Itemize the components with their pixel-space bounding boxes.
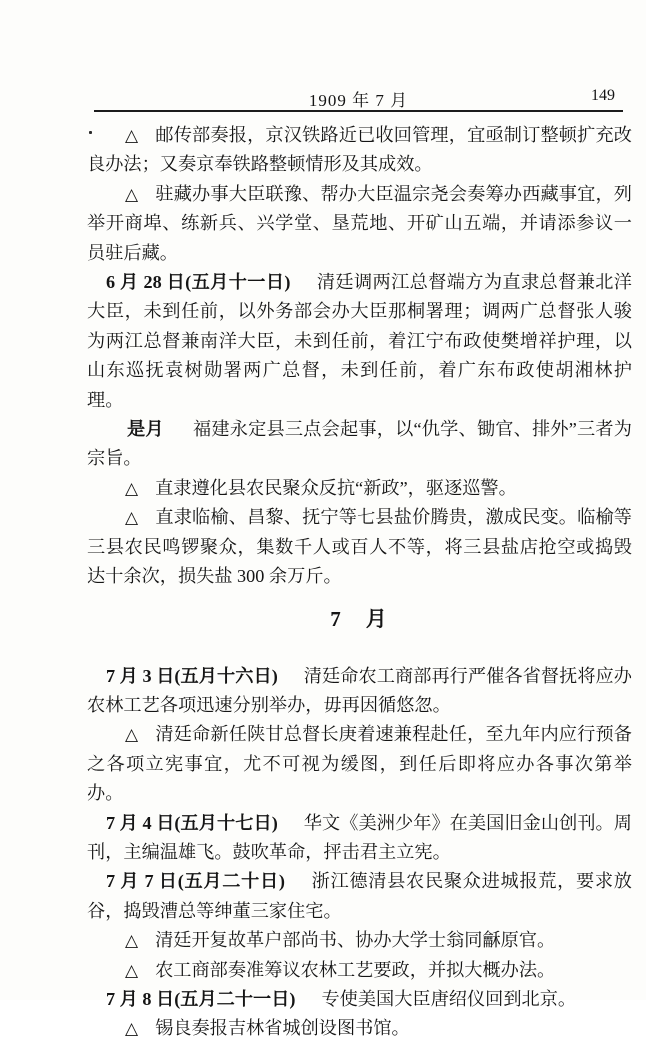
triangle-marker-icon: △ [125, 126, 139, 145]
triangle-marker-icon: △ [125, 184, 139, 204]
entry-text: 驻藏办事大臣联豫、帮办大臣温宗尧会奏筹办西藏事宜，列举开商埠、练新兵、兴学堂、垦荒地、开矿山五端，并请添参议一员驻后藏。 [87, 183, 632, 263]
running-header: 1909 年 7 月 [308, 91, 409, 110]
entry-text: 专使美国大臣唐绍仪回到北京。 [321, 988, 577, 1009]
entry-text: 农工商部奏准筹议农林工艺要政，并拟大概办法。 [155, 959, 556, 980]
triangle-marker-icon: △ [125, 1019, 139, 1039]
entry-text: 清廷命新任陕甘总督长庚着速兼程赴任，至九年内应行预备之各项立宪事宜，尤不可视为缓图，到任后即将应办各事次第举办。 [87, 724, 632, 804]
entry-date: 7 月 7 日(五月二十日) [106, 871, 285, 892]
entry-dated [87, 662, 632, 721]
triangle-marker-icon: △ [125, 508, 139, 528]
entry-text: 直隶遵化县农民聚众反抗“新政”，驱逐巡警。 [155, 477, 517, 498]
entry-date: 7 月 8 日(五月二十一日) [106, 988, 296, 1009]
page-header [94, 86, 623, 108]
triangle-marker-icon: △ [125, 931, 139, 951]
entry-dated [87, 415, 632, 474]
entry-triangle [87, 720, 632, 808]
entry-text: 邮传部奏报，京汉铁路近已收回管理，宜亟制订整顿扩充改良办法；又奏京奉铁路整顿情形及其成效。 [87, 125, 632, 175]
page-number: 149 [591, 87, 615, 104]
entry-triangle [87, 956, 632, 985]
entry-text: 华文《美洲少年》在美国旧金山创刊。周刊，主编温雄飞。鼓吹革命，抨击君主立宪。 [87, 812, 632, 862]
entry-triangle [87, 1014, 632, 1043]
entry-date: 7 月 3 日(五月十六日) [106, 665, 278, 686]
entry-dated [87, 268, 632, 415]
entry-date: 是月 [127, 419, 164, 440]
page-body [87, 121, 632, 1044]
entry-triangle [87, 121, 632, 180]
entry-text: 清廷开复故革户部尚书、协办大学士翁同龢原官。 [155, 930, 556, 951]
entry-triangle [87, 503, 632, 591]
entry-text: 清廷调两江总督端方为直隶总督兼北洋大臣，未到任前，以外务部会办大臣那桐署理；调两广总督张人骏为两江总督兼南洋大臣，未到任前，着江宁布政使樊增祥护理，以山东巡抚袁树勋署两广总督，未到任前，着广东布政使胡湘林护理。 [87, 272, 632, 410]
entry-text: 清廷命农工商部再行严催各省督抚将应办农林工艺各项迅速分别举办，毋再因循悠忽。 [87, 665, 632, 715]
entry-triangle [87, 926, 632, 955]
triangle-marker-icon: △ [125, 725, 139, 745]
entry-text: 福建永定县三点会起事，以“仇学、锄官、排外”三者为宗旨。 [87, 419, 632, 469]
entry-triangle [87, 474, 632, 503]
header-divider-rule [94, 110, 623, 112]
triangle-marker-icon: △ [125, 960, 139, 980]
entry-text: 直隶临榆、昌黎、抚宁等七县盐价腾贵，激成民变。临榆等三县农民鸣锣聚众，集数千人或百人不等，将三县盐店抢空或捣毁达十余次，损失盐 300 余万斤。 [87, 507, 632, 587]
entry-dated [87, 809, 632, 868]
entry-dated [87, 867, 632, 926]
entry-text: 锡良奏报吉林省城创设图书馆。 [155, 1018, 410, 1039]
section-heading-july: 7 月 [330, 606, 389, 631]
scan-speck [89, 131, 92, 134]
entry-triangle [87, 180, 632, 268]
entry-date: 6 月 28 日(五月十一日) [106, 272, 291, 293]
triangle-marker-icon: △ [125, 478, 139, 498]
entry-text: 浙江德清县农民聚众进城报荒，要求放谷，捣毁漕总等绅董三家住宅。 [87, 871, 632, 921]
entry-date: 7 月 4 日(五月十七日) [106, 812, 278, 833]
